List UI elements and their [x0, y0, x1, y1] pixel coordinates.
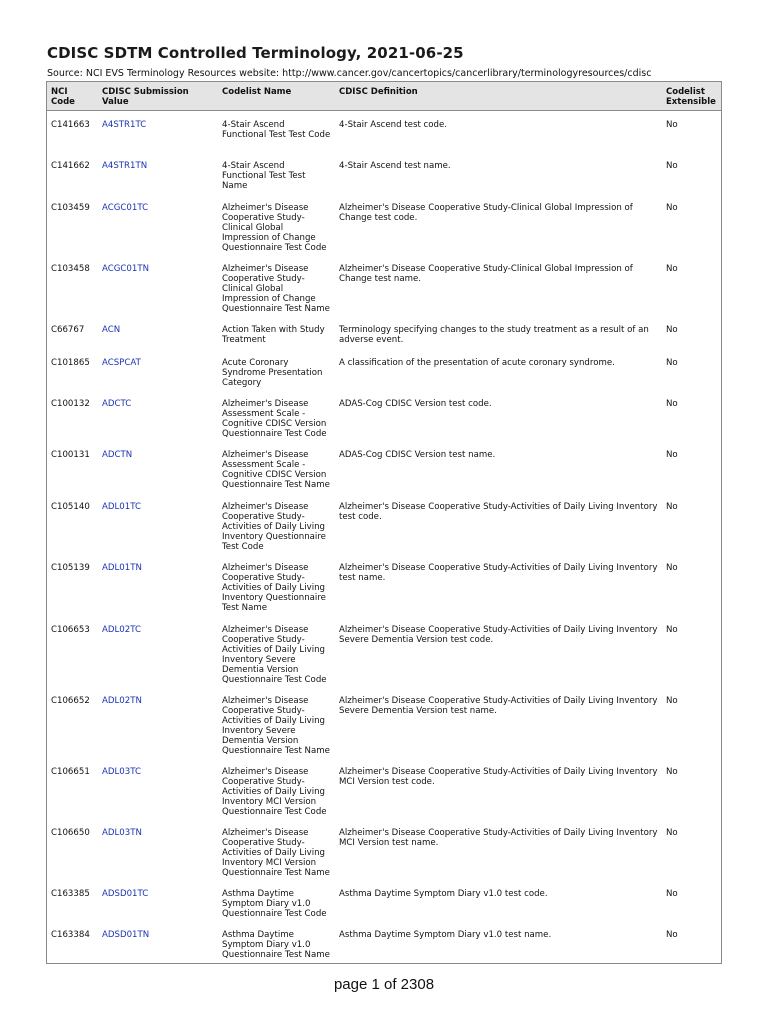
codelist-name-cell: Alzheimer's Disease Cooperative Study-Activities of Daily Living Inventory Questionnaire Test Code — [222, 501, 326, 552]
codelist-name-cell: Alzheimer's Disease Assessment Scale - Cognitive CDISC Version Questionnaire Test Code — [222, 398, 327, 439]
codelist-name-cell: 4-Stair Ascend Functional Test Test Code — [222, 120, 331, 140]
nci-code-cell: C103458 — [51, 263, 90, 274]
nci-code-cell: C106652 — [51, 695, 90, 706]
codelist-name-cell: Asthma Daytime Symptom Diary v1.0 Questionnaire Test Name — [222, 929, 330, 960]
codelist-name-cell: Asthma Daytime Symptom Diary v1.0 Questionnaire Test Code — [222, 888, 327, 919]
nci-code-cell: C106651 — [51, 766, 90, 777]
codelist-name-cell: Action Taken with Study Treatment — [222, 324, 325, 345]
definition-cell: 4-Stair Ascend test name. — [339, 160, 451, 171]
table-row — [47, 255, 721, 316]
submission-value-link[interactable]: ADL03TN — [102, 827, 142, 838]
extensible-cell: No — [666, 624, 678, 635]
nci-code-cell: C106653 — [51, 624, 90, 635]
definition-cell: Asthma Daytime Symptom Diary v1.0 test code. — [339, 888, 548, 899]
header-nci-code: NCI Code — [47, 82, 98, 111]
codelist-name-cell: 4-Stair Ascend Functional Test Test Name — [222, 160, 306, 191]
extensible-cell: No — [666, 160, 678, 171]
definition-cell: Alzheimer's Disease Cooperative Study-Activities of Daily Living Inventory test name. — [339, 562, 658, 583]
nci-code-cell: C100132 — [51, 398, 90, 409]
extensible-cell: No — [666, 827, 678, 838]
definition-cell: Alzheimer's Disease Cooperative Study-Activities of Daily Living Inventory MCI Version test code. — [339, 766, 658, 787]
extensible-cell: No — [666, 501, 678, 512]
table-row — [47, 441, 721, 493]
codelist-name-cell: Alzheimer's Disease Cooperative Study-Activities of Daily Living Inventory MCI Version Questionnaire Test Code — [222, 766, 327, 817]
header-extensible: Codelist Extensible — [662, 82, 721, 111]
table-row — [47, 921, 721, 962]
nci-code-cell: C105139 — [51, 562, 90, 573]
document-title: CDISC SDTM Controlled Terminology, 2021-06-25 — [47, 44, 464, 62]
submission-value-link[interactable]: ADSD01TC — [102, 888, 149, 899]
codelist-name-cell: Alzheimer's Disease Cooperative Study-Clinical Global Impression of Change Questionnaire Test Code — [222, 202, 327, 253]
nci-code-cell: C141662 — [51, 160, 90, 171]
table-row — [47, 349, 721, 390]
codelist-name-cell: Alzheimer's Disease Cooperative Study-Activities of Daily Living Inventory Severe Dementia Version Questionnaire Test Name — [222, 695, 330, 756]
codelist-name-cell: Acute Coronary Syndrome Presentation Category — [222, 357, 323, 388]
source-line: Source: NCI EVS Terminology Resources website: http://www.cancer.gov/cancertopics/cancerlibrary/terminologyresources/cdisc — [47, 68, 652, 79]
nci-code-cell: C141663 — [51, 120, 90, 130]
extensible-cell: No — [666, 263, 678, 274]
definition-cell: Alzheimer's Disease Cooperative Study-Clinical Global Impression of Change test name. — [339, 263, 633, 284]
definition-cell: 4-Stair Ascend test code. — [339, 120, 448, 130]
header-definition: CDISC Definition — [335, 82, 662, 111]
table-row — [47, 687, 721, 758]
definition-cell: Alzheimer's Disease Cooperative Study-Activities of Daily Living Inventory Severe Dementia Version test code. — [339, 624, 658, 645]
extensible-cell: No — [666, 888, 678, 899]
header-codelist-name: Codelist Name — [218, 82, 335, 111]
definition-cell: Terminology specifying changes to the study treatment as a result of an adverse event. — [339, 324, 649, 345]
submission-value-link[interactable]: ADL01TN — [102, 562, 142, 573]
definition-cell: Alzheimer's Disease Cooperative Study-Clinical Global Impression of Change test code. — [339, 202, 633, 223]
definition-cell: Alzheimer's Disease Cooperative Study-Activities of Daily Living Inventory Severe Dementia Version test name. — [339, 695, 658, 716]
table-row — [47, 819, 721, 880]
table-header-row — [47, 82, 721, 111]
extensible-cell: No — [666, 449, 678, 460]
submission-value-link[interactable]: ADL01TC — [102, 501, 141, 512]
codelist-table — [47, 82, 721, 962]
submission-value-link[interactable]: ADL02TC — [102, 624, 141, 635]
nci-code-cell: C163385 — [51, 888, 90, 899]
definition-cell: ADAS-Cog CDISC Version test name. — [339, 449, 496, 460]
definition-cell: ADAS-Cog CDISC Version test code. — [339, 398, 492, 409]
submission-value-link[interactable]: ADL02TN — [102, 695, 142, 706]
codelist-table-container — [46, 81, 722, 964]
definition-cell: Alzheimer's Disease Cooperative Study-Activities of Daily Living Inventory MCI Version test name. — [339, 827, 658, 848]
submission-value-link[interactable]: ADSD01TN — [102, 929, 150, 940]
codelist-name-cell: Alzheimer's Disease Assessment Scale - Cognitive CDISC Version Questionnaire Test Name — [222, 449, 330, 490]
codelist-name-cell: Alzheimer's Disease Cooperative Study-Activities of Daily Living Inventory Questionnaire Test Name — [222, 562, 326, 613]
nci-code-cell: C66767 — [51, 324, 85, 335]
extensible-cell: No — [666, 357, 678, 368]
extensible-cell: No — [666, 562, 678, 573]
extensible-cell: No — [666, 398, 678, 409]
table-row — [47, 111, 721, 152]
table-row — [47, 152, 721, 194]
table-row — [47, 758, 721, 819]
submission-value-link[interactable]: ACGC01TC — [102, 202, 149, 213]
extensible-cell: No — [666, 120, 678, 130]
table-row — [47, 316, 721, 349]
submission-value-link[interactable]: ACSPCAT — [102, 357, 141, 368]
submission-value-link[interactable]: A4STR1TC — [102, 120, 147, 130]
nci-code-cell: C163384 — [51, 929, 90, 940]
extensible-cell: No — [666, 695, 678, 706]
page-number: page 1 of 2308 — [333, 976, 435, 993]
table-row — [47, 390, 721, 441]
header-submission-value: CDISC Submission Value — [98, 82, 218, 111]
nci-code-cell: C103459 — [51, 202, 90, 213]
extensible-cell: No — [666, 929, 678, 940]
table-row — [47, 880, 721, 921]
submission-value-link[interactable]: ACGC01TN — [102, 263, 150, 274]
submission-value-link[interactable]: ACN — [102, 324, 121, 335]
codelist-name-cell: Alzheimer's Disease Cooperative Study-Activities of Daily Living Inventory Severe Dementia Version Questionnaire Test Code — [222, 624, 327, 685]
table-row — [47, 493, 721, 554]
table-row — [47, 616, 721, 687]
extensible-cell: No — [666, 766, 678, 777]
definition-cell: Asthma Daytime Symptom Diary v1.0 test name. — [339, 929, 552, 940]
submission-value-link[interactable]: ADL03TC — [102, 766, 141, 777]
table-row — [47, 194, 721, 255]
extensible-cell: No — [666, 324, 678, 335]
codelist-name-cell: Alzheimer's Disease Cooperative Study-Clinical Global Impression of Change Questionnaire Test Name — [222, 263, 330, 314]
table-row — [47, 554, 721, 616]
submission-value-link[interactable]: ADCTC — [102, 398, 132, 409]
nci-code-cell: C105140 — [51, 501, 90, 512]
definition-cell: A classification of the presentation of acute coronary syndrome. — [339, 357, 615, 368]
submission-value-link[interactable]: A4STR1TN — [102, 160, 148, 171]
extensible-cell: No — [666, 202, 678, 213]
submission-value-link[interactable]: ADCTN — [102, 449, 133, 460]
nci-code-cell: C101865 — [51, 357, 90, 368]
nci-code-cell: C100131 — [51, 449, 90, 460]
definition-cell: Alzheimer's Disease Cooperative Study-Activities of Daily Living Inventory test code. — [339, 501, 658, 522]
nci-code-cell: C106650 — [51, 827, 90, 838]
codelist-name-cell: Alzheimer's Disease Cooperative Study-Activities of Daily Living Inventory MCI Version Questionnaire Test Name — [222, 827, 330, 878]
